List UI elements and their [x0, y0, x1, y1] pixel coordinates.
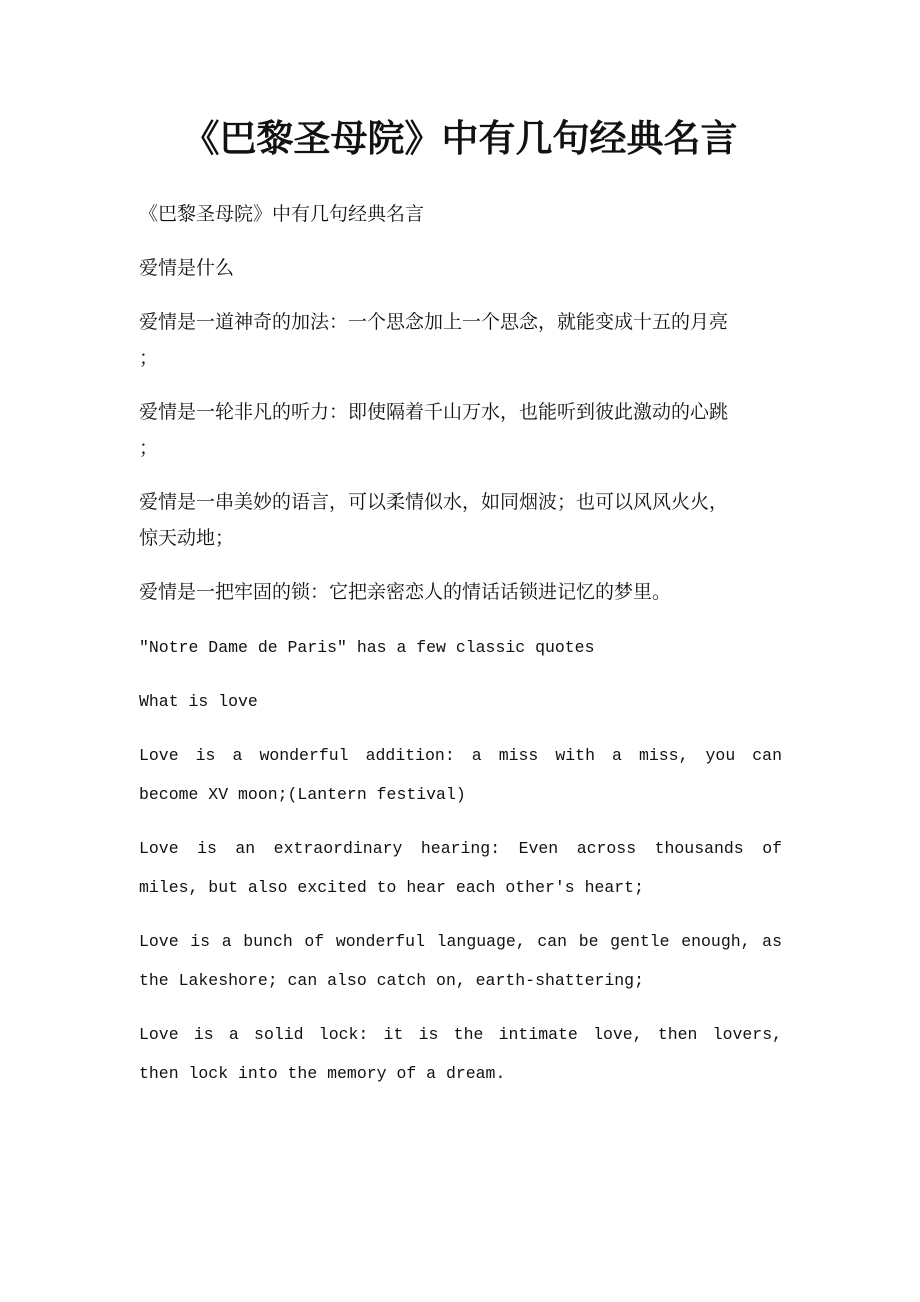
paragraph-line: "Notre Dame de Paris" has a few classic quotes — [139, 638, 595, 657]
paragraph — [139, 394, 782, 466]
paragraph — [139, 196, 782, 232]
paragraph-line: 爱情是一轮非凡的听力：即使隔着千山万水，也能听到彼此激动的心跳 — [139, 401, 729, 423]
paragraph-line: ； — [139, 437, 159, 459]
paragraph-line: become XV moon;(Lantern festival) — [139, 785, 466, 804]
document-title: 《巴黎圣母院》中有几句经典名言 — [182, 116, 738, 160]
paragraph — [139, 304, 782, 376]
paragraph-line: 爱情是一道神奇的加法：一个思念加上一个思念，就能变成十五的月亮 — [139, 311, 729, 333]
paragraph — [139, 829, 782, 907]
document-body — [139, 196, 782, 1108]
paragraph-line: Love is a solid lock: it is the intimate love, then lovers, — [139, 1025, 782, 1044]
paragraph-line: Love is a bunch of wonderful language, can be gentle enough, as — [139, 932, 782, 951]
paragraph-line: 爱情是什么 — [139, 257, 235, 279]
paragraph-line: Love is a wonderful addition: a miss with a miss, you can — [139, 746, 782, 765]
paragraph — [139, 250, 782, 286]
paragraph — [139, 1015, 782, 1093]
paragraph-line: then lock into the memory of a dream. — [139, 1064, 506, 1083]
paragraph-line: Love is an extraordinary hearing: Even across thousands of — [139, 839, 782, 858]
paragraph-line: 爱情是一把牢固的锁：它把亲密恋人的情话话锁进记忆的梦里。 — [139, 581, 672, 603]
paragraph — [139, 628, 782, 667]
paragraph — [139, 682, 782, 721]
paragraph-line: the Lakeshore; can also catch on, earth-shattering; — [139, 971, 644, 990]
paragraph-line: ； — [139, 347, 159, 369]
paragraph-line: 《巴黎圣母院》中有几句经典名言 — [139, 203, 425, 225]
paragraph — [139, 484, 782, 556]
paragraph-line: 惊天动地； — [139, 527, 235, 549]
paragraph-line: 爱情是一串美妙的语言，可以柔情似水，如同烟波；也可以风风火火， — [139, 491, 729, 513]
paragraph — [139, 574, 782, 610]
paragraph-line: miles, but also excited to hear each other's heart; — [139, 878, 644, 897]
paragraph-line: What is love — [139, 692, 258, 711]
paragraph — [139, 736, 782, 814]
paragraph — [139, 922, 782, 1000]
